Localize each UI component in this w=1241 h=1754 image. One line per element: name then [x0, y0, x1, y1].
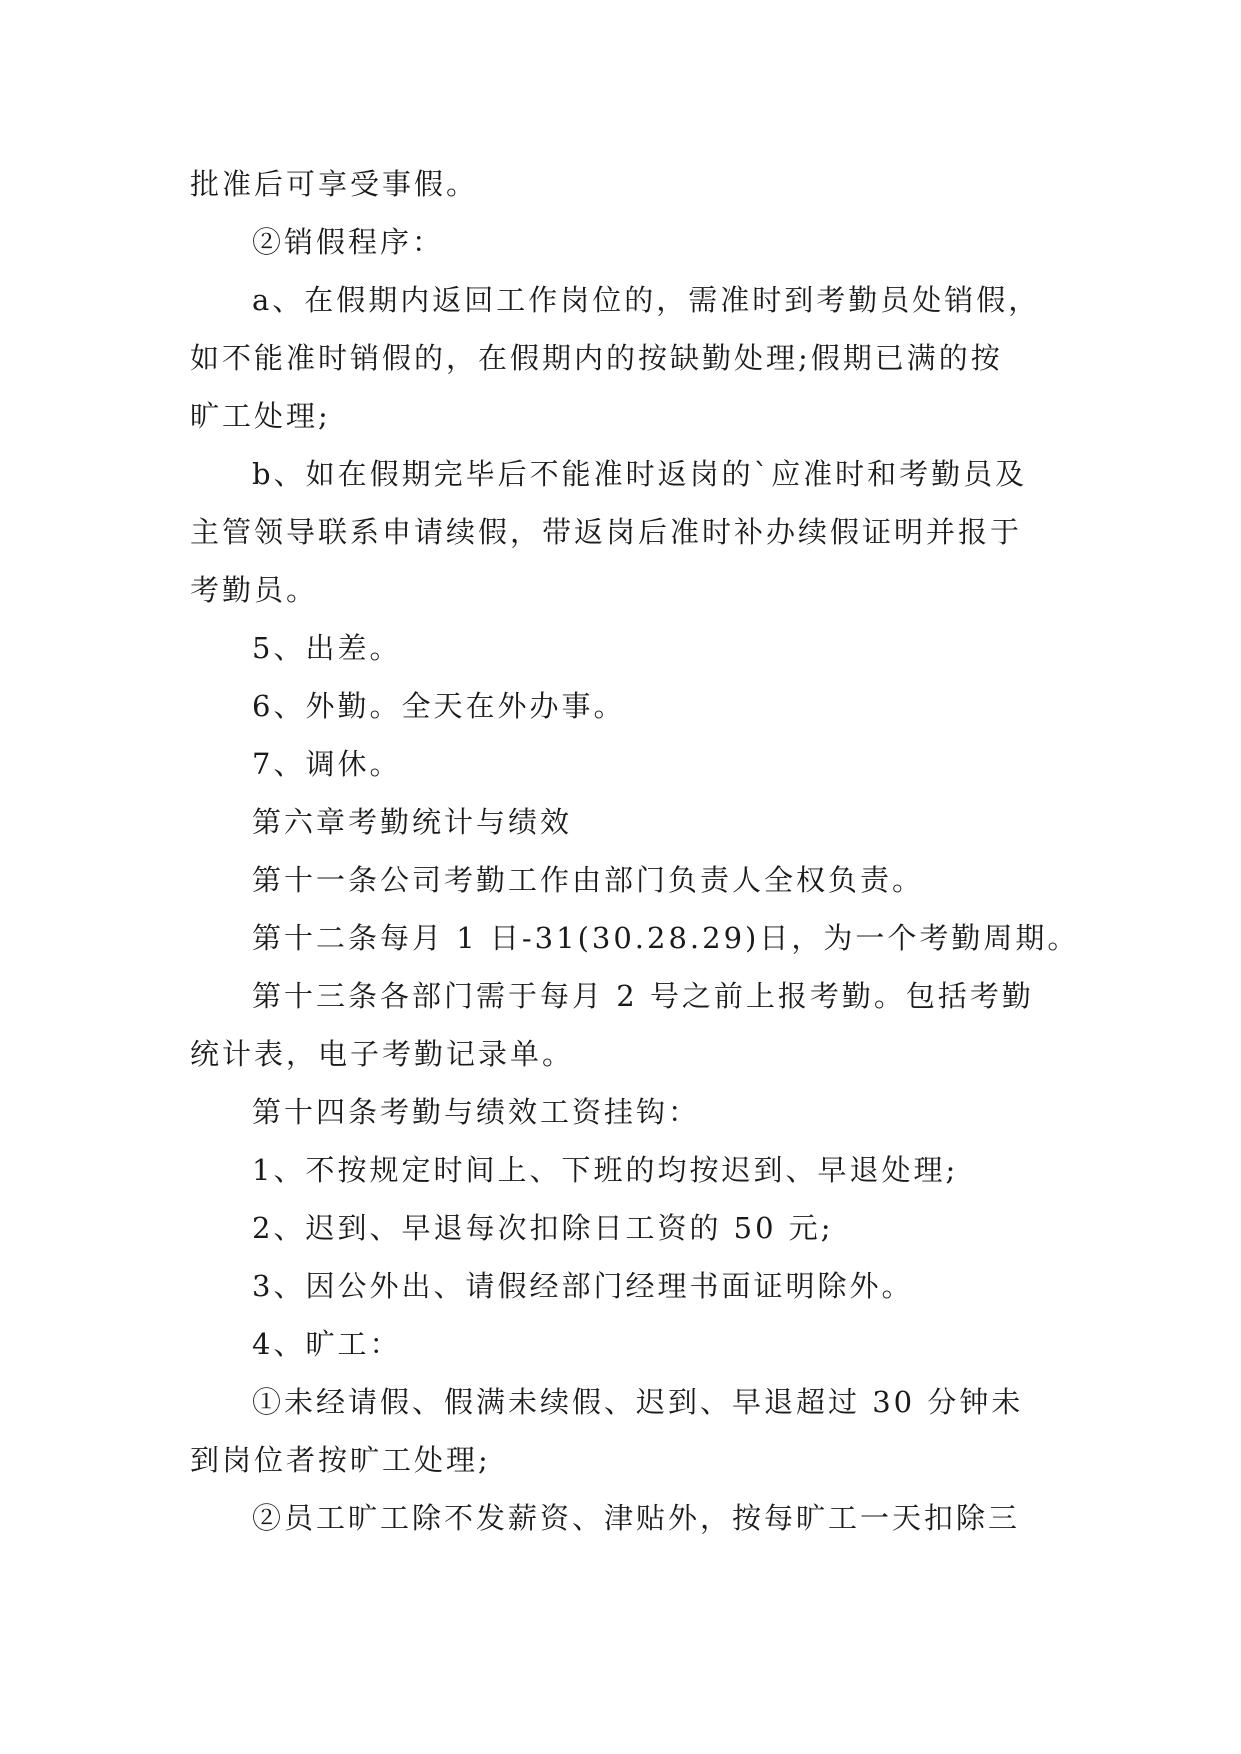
text-line: 1、不按规定时间上、下班的均按迟到、早退处理; — [252, 1153, 959, 1187]
text-line: ①未经请假、假满未续假、迟到、早退超过 30 分钟未 — [252, 1385, 1024, 1419]
text-line: 2、迟到、早退每次扣除日工资的 50 元; — [252, 1211, 834, 1245]
text-line: 主管领导联系申请续假，带返岗后准时补办续假证明并报于 — [190, 515, 1023, 549]
text-line: 7、调休。 — [252, 747, 402, 781]
text-line: ②销假程序： — [252, 225, 445, 259]
text-line: 第十三条各部门需于每月 2 号之前上报考勤。包括考勤 — [252, 979, 1034, 1013]
text-line: 考勤员。 — [190, 573, 319, 607]
text-line: 第十二条每月 1 日-31(30.28.29)日，为一个考勤周期。 — [252, 921, 1080, 955]
text-line: a、在假期内返回工作岗位的，需准时到考勤员处销假， — [252, 283, 1041, 317]
text-line: 批准后可享受事假。 — [190, 167, 479, 201]
text-line: 5、出差。 — [252, 631, 402, 665]
text-line: 6、外勤。全天在外办事。 — [252, 689, 626, 723]
chapter-heading: 第六章考勤统计与绩效 — [252, 805, 573, 839]
text-line: b、如在假期完毕后不能准时返岗的`应准时和考勤员及 — [252, 457, 1028, 491]
text-line: 统计表，电子考勤记录单。 — [190, 1037, 575, 1071]
text-line: 旷工处理; — [190, 399, 331, 433]
document-body — [190, 155, 1080, 1547]
text-line: 4、旷工： — [252, 1327, 402, 1361]
text-line: 到岗位者按旷工处理; — [190, 1443, 491, 1477]
text-line: 第十一条公司考勤工作由部门负责人全权负责。 — [252, 863, 925, 897]
text-line: 第十四条考勤与绩效工资挂钩： — [252, 1095, 701, 1129]
text-line: 3、因公外出、请假经部门经理书面证明除外。 — [252, 1269, 914, 1303]
text-line: 如不能准时销假的，在假期内的按缺勤处理;假期已满的按 — [190, 341, 1003, 375]
text-line: ②员工旷工除不发薪资、津贴外，按每旷工一天扣除三 — [252, 1501, 1021, 1535]
